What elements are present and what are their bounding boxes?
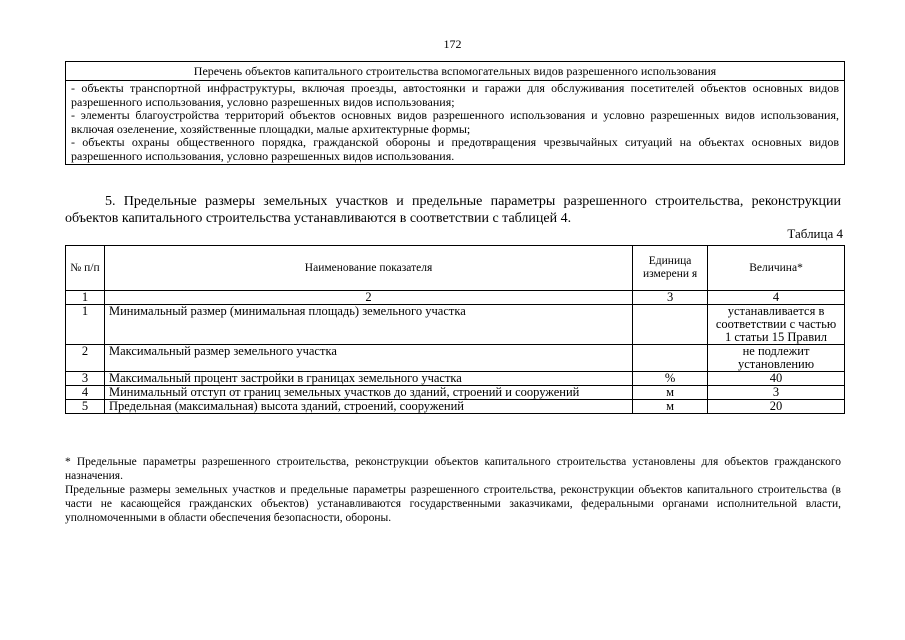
- row-value: устанавливается в соответствии с частью 1 статьи 15 Правил: [708, 305, 845, 345]
- table-header-row: [66, 246, 845, 291]
- table-row: [66, 386, 845, 400]
- row-value: 3: [708, 386, 845, 400]
- table-row: [66, 305, 845, 345]
- row-unit: [633, 305, 708, 345]
- auxiliary-item: - объекты транспортной инфраструктуры, включая проезды, автостоянки и гаражи для обслуживания посетителей объектов основных видов разрешенного использования, условно разрешенных видов использования;: [71, 81, 839, 109]
- table-caption: Таблица 4: [787, 226, 843, 241]
- auxiliary-item: - объекты охраны общественного порядка, гражданской обороны и предотвращения чрезвычайных ситуаций на объектах основных видов разрешенного использования, условно разрешенных видов использования.: [71, 135, 839, 163]
- table-row: [66, 400, 845, 414]
- column-number: 2: [104, 291, 632, 305]
- column-number: 3: [633, 291, 708, 305]
- row-num: 4: [66, 386, 105, 400]
- row-num: 5: [66, 400, 105, 414]
- header-name: Наименование показателя: [104, 246, 632, 291]
- parameters-table: [65, 245, 845, 414]
- header-unit: Единица измерени я: [633, 246, 708, 291]
- row-num: 3: [66, 372, 105, 386]
- auxiliary-item: - элементы благоустройства территорий объектов основных видов разрешенного использования и условно разрешенных видов использования, включая озеленение, хозяйственные площадки, малые архитектурные формы;: [71, 108, 839, 136]
- auxiliary-table-body: [66, 81, 845, 165]
- row-num: 1: [66, 305, 105, 345]
- row-unit: %: [633, 372, 708, 386]
- row-value: 20: [708, 400, 845, 414]
- row-name: Минимальный отступ от границ земельных участков до зданий, строений и сооружений: [104, 386, 632, 400]
- auxiliary-table-header: Перечень объектов капитального строительства вспомогательных видов разрешенного использования: [66, 62, 845, 81]
- footnote-text: * Предельные параметры разрешенного строительства, реконструкции объектов капитального строительства установлены для объектов гражданского назначения.: [65, 456, 841, 482]
- column-number-row: [66, 291, 845, 305]
- auxiliary-objects-table: [65, 61, 845, 165]
- footnote-text: Предельные размеры земельных участков и предельные параметры разрешенного строительства, реконструкции объектов капитального строительства (в части не касающейся гражданских объектов) устанавливаются государственными заказчиками, федеральными органами исполнительной власти, уполномоченными в области обеспечения безопасности, обороны.: [65, 484, 841, 524]
- row-name: Минимальный размер (минимальная площадь) земельного участка: [104, 305, 632, 345]
- row-unit: [633, 345, 708, 372]
- paragraph-text: 5. Предельные размеры земельных участков и предельные параметры разрешенного строительства, реконструкции объектов капитального строительства устанавливаются в соответствии с таблицей 4.: [65, 194, 841, 226]
- footnote: [65, 455, 841, 525]
- row-num: 2: [66, 345, 105, 372]
- section-paragraph: [65, 193, 841, 227]
- header-value: Величина*: [708, 246, 845, 291]
- column-number: 4: [708, 291, 845, 305]
- row-unit: м: [633, 400, 708, 414]
- row-value: 40: [708, 372, 845, 386]
- table-row: [66, 372, 845, 386]
- header-num: № п/п: [66, 246, 105, 291]
- row-name: Максимальный размер земельного участка: [104, 345, 632, 372]
- row-value: не подлежит установлению: [708, 345, 845, 372]
- table-row: [66, 345, 845, 372]
- column-number: 1: [66, 291, 105, 305]
- row-unit: м: [633, 386, 708, 400]
- row-name: Максимальный процент застройки в границах земельного участка: [104, 372, 632, 386]
- row-name: Предельная (максимальная) высота зданий, строений, сооружений: [104, 400, 632, 414]
- page-number: 172: [443, 37, 462, 51]
